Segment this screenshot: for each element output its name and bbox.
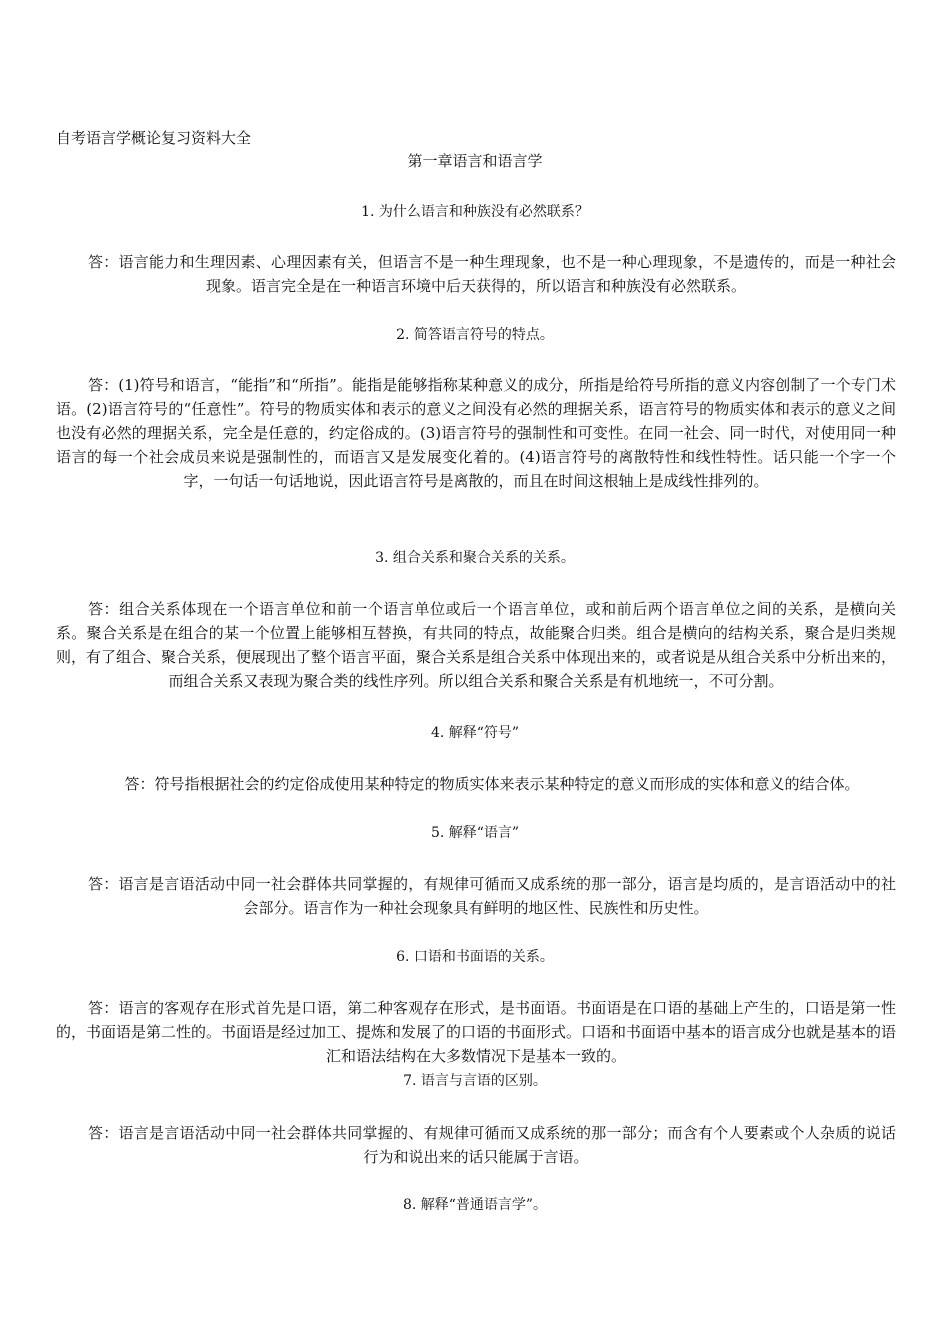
question-5: 5. 解释“语言” [430,825,520,841]
question-2: 2. 简答语言符号的特点。 [396,327,554,343]
answer-6: 答：语言的客观存在形式首先是口语，第二种客观存在形式，是书面语。书面语是在口语的基础上产生的，口语是第一性的，书面语是第二性的。书面语是经过加工、提炼和发展了的口语的书面形式。口语和书面语中基本的语言成分也就是基本的语汇和语法结构在大多数情况下是基本一致的。 [56,999,897,1065]
question-3: 3. 组合关系和聚合关系的关系。 [375,550,575,566]
question-6: 6. 口语和书面语的关系。 [396,949,554,965]
question-8: 8. 解释“普通语言学”。 [402,1197,548,1213]
answer-5: 答：语言是言语活动中同一社会群体共同掌握的，有规律可循而又成系统的那一部分，语言是均质的，是言语活动中的社会部分。语言作为一种社会现象具有鲜明的地区性、民族性和历史性。 [88,875,896,917]
answer-1: 答：语言能力和生理因素、心理因素有关，但语言不是一种生理现象，也不是一种心理现象，不是遗传的，而是一种社会现象。语言完全是在一种语言环境中后天获得的，所以语言和种族没有必然联系。 [88,253,896,295]
question-7: 7. 语言与言语的区别。 [403,1073,547,1089]
chapter-heading: 第一章语言和语言学 [407,152,543,170]
answer-7: 答：语言是言语活动中同一社会群体共同掌握的、有规律可循而又成系统的那一部分；而含有个人要素或个人杂质的说话行为和说出来的话只能属于言语。 [88,1124,896,1166]
document-title: 自考语言学概论复习资料大全 [56,129,252,147]
answer-2: 答：(1)符号和语言，“能指”和“所指”。能指是能够指称某种意义的成分，所指是给符号所指的意义内容创制了一个专门术语。(2)语言符号的“任意性”。符号的物质实体和表示的意义之间没有必然的理据关系，语言符号的物质实体和表示的意义之间也没有必然的理据关系，完全是任意的，约定俗成的。(3)语言符号的强制性和可变性。在同一社会、同一时代，对使用同一种语言的每一个社会成员来说是强制性的，而语言又是发展变化着的。(4)语言符号的离散特性和线性特性。话只能一个字一个字，一句话一句话地说，因此语言符号是离散的，而且在时间这根轴上是成线性排列的。 [56,376,896,490]
answer-4: 答：符号指根据社会的约定俗成使用某种特定的物质实体来表示某种特定的意义而形成的实体和意义的结合体。 [124,775,860,793]
question-1: 1. 为什么语言和种族没有必然联系？ [361,204,589,220]
answer-3: 答：组合关系体现在一个语言单位和前一个语言单位或后一个语言单位，或和前后两个语言单位之间的关系，是横向关系。聚合关系是在组合的某一个位置上能够相互替换，有共同的特点，故能聚合归类。组合是横向的结构关系，聚合是归类规则，有了组合、聚合关系，便展现出了整个语言平面，聚合关系是组合关系中体现出来的，或者说是从组合关系中分析出来的，而组合关系又表现为聚合类的线性序列。所以组合关系和聚合关系是有机地统一，不可分割。 [56,600,897,690]
question-4: 4. 解释“符号” [430,725,520,741]
